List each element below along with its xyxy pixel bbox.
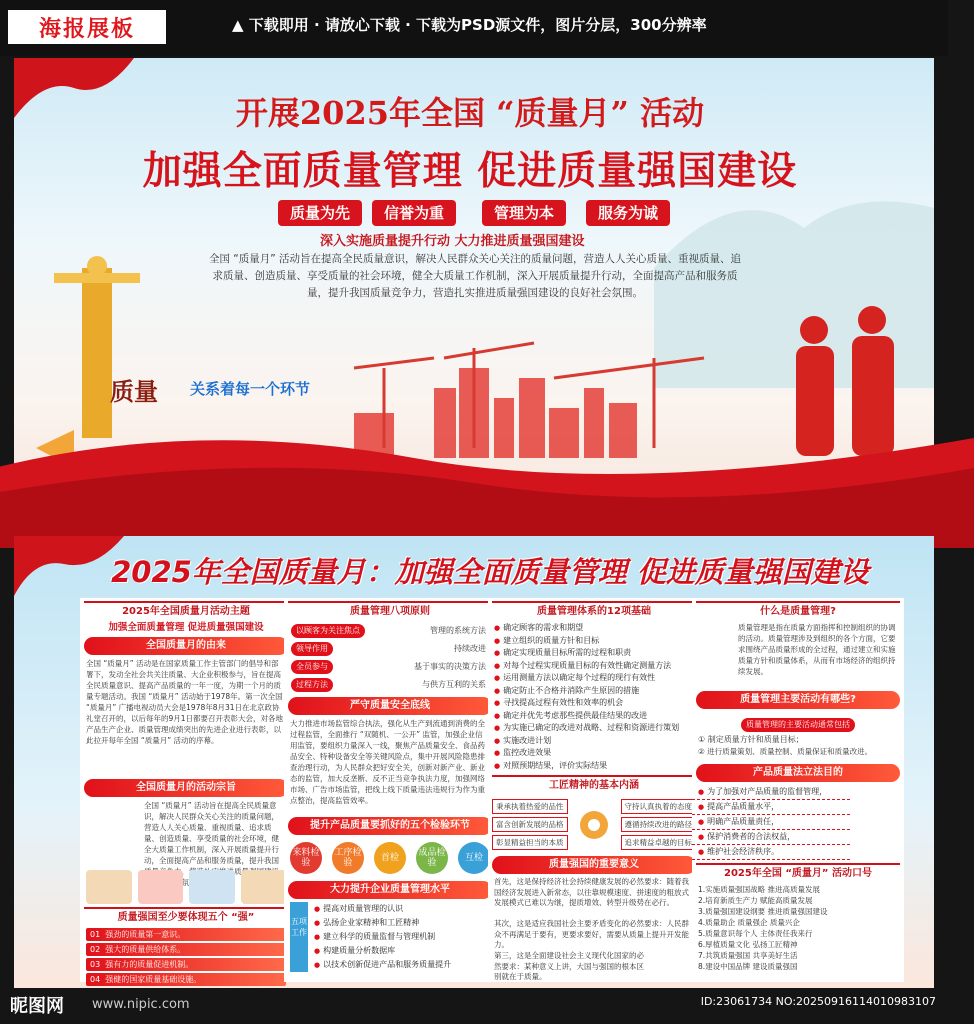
check-step: 首检 [374,842,406,874]
law-item: ● 保护消费者的合法权益， [692,830,850,845]
basis-heading: 质量管理体系的12项基础 [492,601,696,619]
craft-item: 彰显精益担当的本质 [492,835,568,850]
meaning-item: 其次，这是适应我国社会主要矛盾变化的必然要求：人民群众不再满足于要有，更要求要好，需要从质量上提升开发能力。 [494,919,689,949]
law-item: ● 明确产品质量责任， [692,815,850,830]
level-item: ● 以技术创新促进产品和服务质量提升 [308,958,496,972]
gear-icon [577,805,611,845]
quality-logo: 质量 [110,377,158,406]
check-step: 工序检验 [332,842,364,874]
main-sub-wrap [692,712,904,734]
meaning-item: 第三，这是全面建设社会主义现代化国家的必然要求：某种意义上讲，大国与强国的根本区别就在于质量。 [494,951,644,981]
basis-item: ● 运用测量方法以确定每个过程的现行有效性 [488,672,700,685]
column-1 [80,598,292,982]
strong-heading: 质量强国至少要体现五个 “强” [84,907,288,925]
law-item: ● 维护社会经济秩序。 [692,845,850,860]
what-text: 质量管理是指在质量方面指挥和控制组织的协调的活动。质量管理涉及到组织的各个方面，它要求围绕产品质量形成的全过程，通过建立和实施质量方针和质量体系，从而有市场经济的组织持续发展。 [738,623,896,676]
strong-item: 03 强有力的质量促进机制。 [86,958,286,971]
basis-item: ● 为实施已确定的改进对战略、过程和资源进行策划 [488,722,700,735]
basis-item: ● 寻找提高过程有效性和效率的机会 [488,697,700,710]
aim-heading: 全国质量月的活动宗旨 [84,779,288,797]
site-logo[interactable]: 海报展板 [8,10,166,44]
basis-item: ● 确定防止不合格并消除产生原因的措施 [488,685,700,698]
slogan-item: 5.质量意识每个人 主体责任我来行 [698,929,813,938]
image-id: ID:23061734 NO:20250916114010983107 [700,995,936,1008]
slogan-item: 6.厚植质量文化 弘扬工匠精神 [698,940,798,949]
tag-1: 质量为先 [278,200,362,226]
basis-item: ● 监控改进效果 [488,747,700,760]
column-4 [692,598,904,982]
main-item: ② 进行质量策划、质量控制、质量保证和质量改进。 [698,747,873,756]
slogan-item: 3.质量强国建设纲要 推进质量强国建设 [698,907,828,916]
nipic-url[interactable]: www.nipic.com [92,997,190,1012]
nipic-logo[interactable]: 昵图网 [10,996,64,1017]
slogan-item: 4.质量助企 质量强企 质量兴企 [698,918,800,927]
law-list [692,785,904,860]
red-ribbon-wave [0,408,974,548]
illustration [138,870,184,904]
illustration [86,870,132,904]
law-heading: 产品质量法立法目的 [696,764,900,782]
tag-3: 管理为本 [482,200,566,226]
tag-2: 信誉为重 [372,200,456,226]
principle-row: 过程方法 与供方互利的关系 [284,676,496,694]
banner-slogan: 深入实施质量提升行动 大力推进质量强国建设 [320,234,585,249]
basis-item: ● 实施改进计划 [488,735,700,748]
slogan-item: 2.培育新质生产力 赋能高质量发展 [698,896,813,905]
tag-4: 服务为诚 [586,200,670,226]
level-heading: 大力提升企业质量管理水平 [288,881,492,899]
banner-title-main: 开展2025年全国 “质量月” 活动 [235,94,705,132]
main-sub: 质量管理的主要活动通常包括 [741,718,855,732]
main-item: ① 制定质量方针和质量目标； [698,735,804,744]
slogan-heading: 2025年全国 “质量月” 活动口号 [696,863,900,881]
craft-item: 富含创新发展的品格 [492,817,568,832]
banner-intro: 全国 “质量月” 活动旨在提高全民质量意识，解决人民群众关心关注的质量问题，营造人人关心质量、重视质量、追求质量、创造质量、享受质量的社会环境，健全大质量工作机制，深入开展质量提升行动，全面提高产品和服务质量，提升我国质量竞争力，营造扎实推进质量强国建设的良好社会氛围。 [208,253,742,299]
quality-subtitle: 关系着每一个环节 [190,380,311,398]
law-item: ● 为了加强对产品质量的监督管理， [692,785,850,800]
check-heading: 提升产品质量要抓好的五个检验环节 [288,817,492,835]
slogan-item: 1.实施质量强国战略 推进高质量发展 [698,885,821,894]
meaning-item: 首先，这是保持经济社会持续健康发展的必然要求：随着我国经济发展进入新常态，以往靠规模速度、拼速度的粗放式发展模式已难以为继，提质增效、转型升级势在必行。 [494,877,689,907]
craft-item: 秉承执着热爱的品性 [492,799,568,814]
principle-row: 全员参与 基于事实的决策方法 [284,658,496,676]
level-item: ● 构建质量分析数据库 [308,944,496,958]
craft-heading: 工匠精神的基本内涵 [492,775,696,793]
level-badge: 五项工作 [290,902,308,972]
safety-heading: 严守质量安全底线 [288,697,492,715]
aim-text: 全国 “质量月” 活动旨在提高全民质量意识，解决人民群众关心关注的质量问题，营造人人关心质量、重视质量、追求质量、创造质量、享受质量的社会环境，健全大质量工作机制，深入开展质量提升行动，全面提高产品和服务质量，提升我国 ， 质 氛 [144,801,279,887]
meaning-heading: 质量强国的重要意义 [492,856,696,874]
safety-text: 大力推进市场监管综合执法，强化从生产到流通到消费的全过程监管，全面推行 “双随机、一公开” 监管，加强企业信用监管，要组织力量深入一线，聚焦产品质量安全、食品药品安全、特种设备安全等关键风险点，集中开展风险隐患排查治理行动，为人民群众把好安全关，创新对新产业、新业态的监管，加大反垄断、反不正当竞争执法力度，加强网络市场、广告市场监管，把线上线下质量违法违规行为作为重点整治，提高监管效率。 [290,719,485,805]
craft-right [621,796,697,853]
basis-item: ● 建立组织的质量方针和目标 [488,635,700,648]
level-item: ● 建立科学的质量监督与管理机制 [308,930,496,944]
board-title: 2025年全国质量月：加强全面质量管理 促进质量强国建设 [111,555,869,589]
origin-heading: 全国质量月的由来 [84,637,288,655]
column-3 [488,598,700,982]
banner-title-sub: 加强全面质量管理 促进质量强国建设 [142,149,798,194]
strong-item: 02 强大的质量供给体系。 [86,943,286,956]
basis-item: ● 确定并优先考虑那些提供最佳结果的改进 [488,710,700,723]
slogan-item: 7.共筑质量强国 共享美好生活 [698,951,798,960]
craft-diagram [488,796,700,853]
craft-item: 遵循持续改进的路径 [621,817,697,832]
principle-row: 以顾客为关注焦点 管理的系统方法 [284,622,496,640]
what-heading: 什么是质量管理? [696,601,900,619]
craft-left [492,796,568,853]
illustration [189,870,235,904]
illustration [241,870,287,904]
check-step: 来料检验 [290,842,322,874]
law-item: ● 提高产品质量水平， [692,800,850,815]
craft-item: 守持认真执着的态度 [621,799,697,814]
strong-item: 04 强健的国家质量基础设施。 [86,973,286,986]
check-row [284,838,496,878]
level-item: ● 弘扬企业家精神和工匠精神 [308,916,496,930]
basis-item: ● 确定实现质量目标所需的过程和职责 [488,647,700,660]
strong-item: 01 强劲的质量第一意识。 [86,928,286,941]
theme-text: 加强全面质量管理 促进质量强国建设 [108,622,264,633]
level-item: ● 提高对质量管理的认识 [308,902,496,916]
theme-heading: 2025年全国质量月活动主题 [84,601,288,619]
level-block [284,902,496,972]
basis-item: ● 对照预期结果，评价实际结果 [488,760,700,773]
basis-item: ● 确定顾客的需求和期望 [488,622,700,635]
principle-row: 领导作用 持续改进 [284,640,496,658]
check-step: 互检 [458,842,490,874]
download-notice: ▲ 下载即用 · 请放心下载 · 下载为PSD源文件，图片分层，300分辨率 [232,16,707,34]
principle-heading: 质量管理八项原则 [288,601,492,619]
craft-item: 追求精益卓越的目标 [621,835,697,850]
column-2 [284,598,496,982]
basis-item: ● 对每个过程实现质量目标的有效性确定测量方法 [488,660,700,673]
main-heading: 质量管理主要活动有哪些? [696,691,900,709]
origin-text: 全国 “质量月” 活动是在国家质量工作主管部门的倡导和部署下，发动全社会共关注质量、大企业积极参与，旨在提高全民质量意识、提高产品质量的一年一度，为期一个月的质量专题活动。我国 “质量月” 活动始于1978年。第一次全国 “质量月” 广播电视动员大会是1978年8月31日在北京政协礼堂召开的，以后每年的9月1日都要召开表彰大会，对各地产品生产企业、质量管理成绩突出的先进企业进行表彰，以此拉开每年全国 “质量月” 活动的序幕。 [86,659,284,745]
check-step: 成品检验 [416,842,448,874]
slogan-item: 8.建设中国品牌 建设质量强国 [698,962,798,971]
level-list [308,902,496,972]
